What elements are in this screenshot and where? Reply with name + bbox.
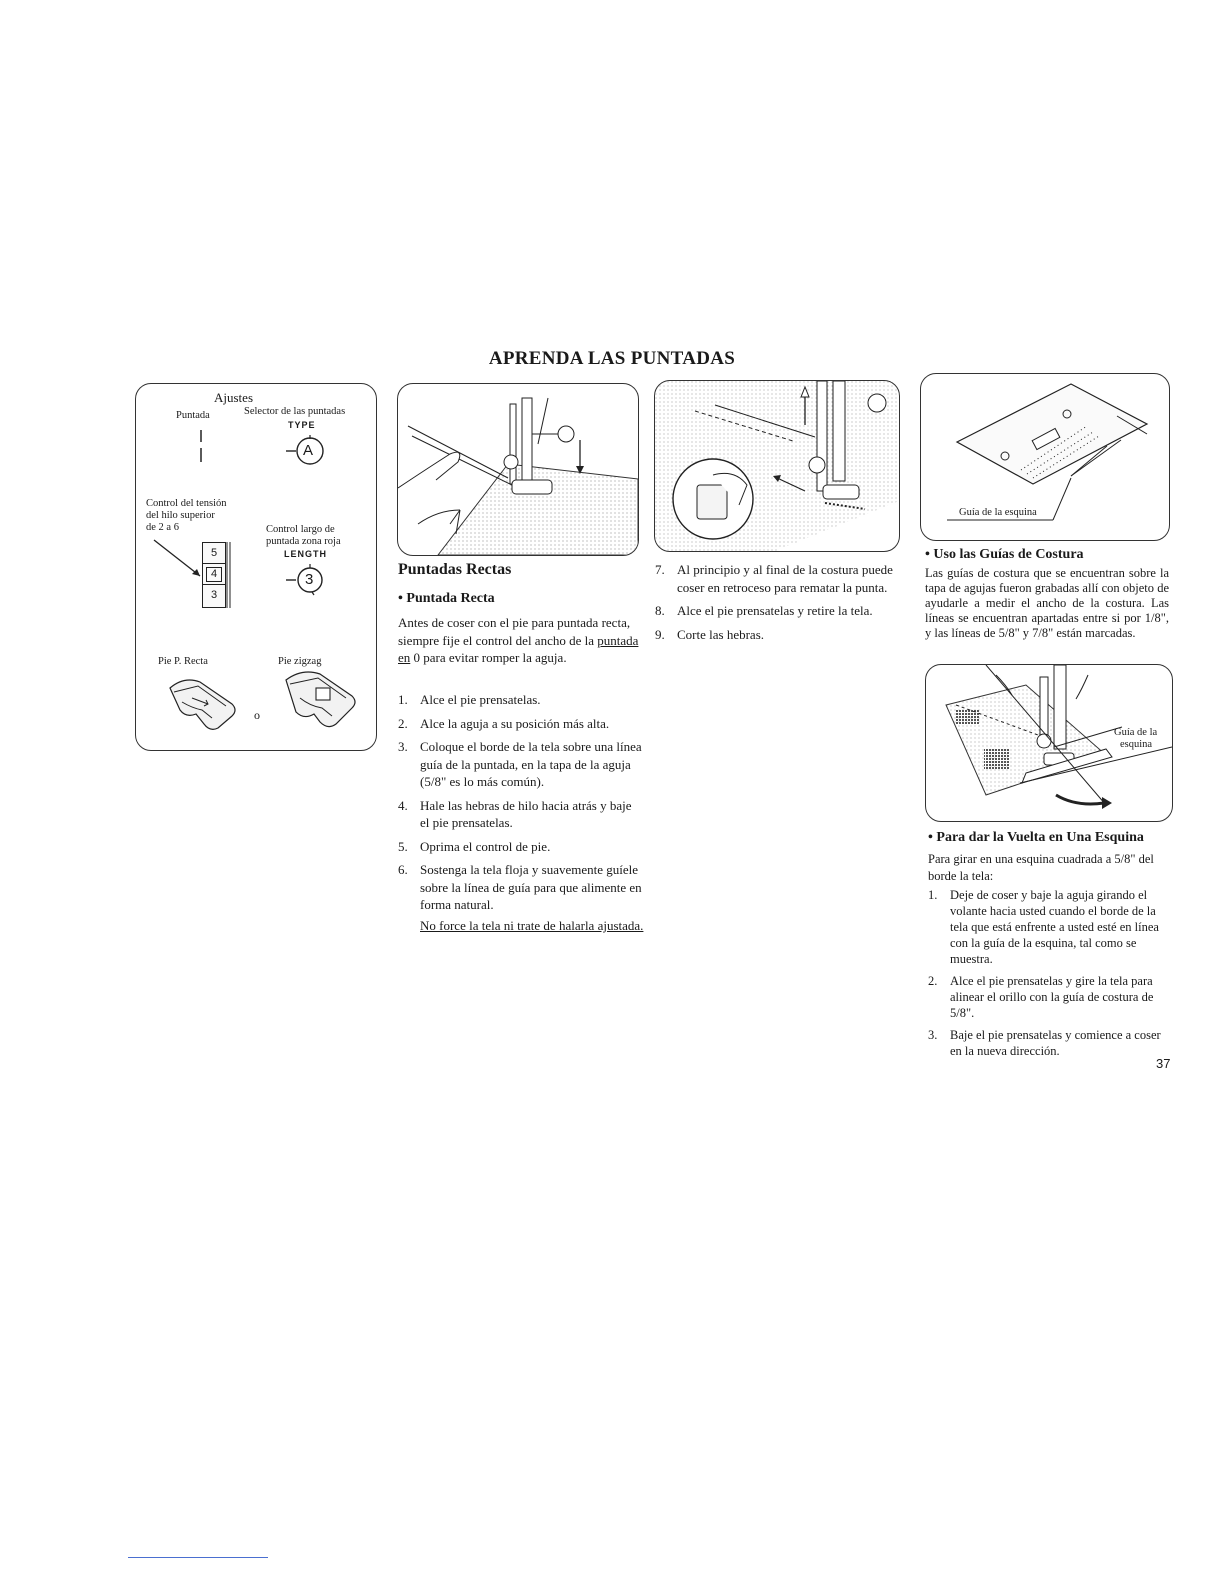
foot-zigzag-label: Pie zigzag [278, 656, 322, 667]
straight-intro-underlined: puntada en [398, 632, 639, 665]
straight-intro [398, 614, 643, 667]
tension-dial-3: 3 [210, 589, 218, 601]
figure-straight-stitch [397, 383, 639, 556]
straight-warning: No force la tela ni trate de halarla ajustada. [420, 918, 644, 933]
straight-heading: Puntadas Rectas [398, 561, 512, 578]
length-label-line1: Control largo de [266, 524, 335, 535]
tension-dial [202, 542, 226, 608]
guides-heading: Uso las Guías de Costura [933, 547, 1084, 562]
tension-label-line1: Control del tensión [146, 498, 227, 509]
tension-dial-4: 4 [203, 564, 225, 585]
bullet-icon: • [925, 547, 934, 562]
list-item: 5. Oprima el control de pie. [398, 838, 551, 854]
straight-intro-pre: Antes de coser con el pie para puntada recta, siempre fije el control del ancho de la [398, 615, 631, 648]
tension-label-line3: de 2 a 6 [146, 522, 179, 533]
figure-corner-guide [925, 664, 1173, 822]
list-item: 3. Baje el pie prensatelas y comience a coser en la nueva dirección. [928, 1028, 1161, 1058]
straight-stitch-icon [196, 428, 206, 464]
corner-heading-row [928, 828, 1144, 846]
list-item: 1. Deje de coser y baje la aguja girando el volante hacia usted cuando el borde de la tela que está enfrente a usted esté en línea con la guía de la esquina, tal como se muestra. [928, 888, 1159, 966]
guides-paragraph: Las guías de costura que se encuentran sobre la tapa de agujas fueron grabadas allí con objeto de ayudarle a medir el ancho de la costura. Las líneas se encuentran apartadas entre si por 1/8", y las líneas de 5/8" y 7/8" están marcadas. [925, 566, 1169, 640]
type-label: TYPE [288, 420, 316, 430]
bullet-icon: • [928, 830, 937, 845]
figure-needle-plate [920, 373, 1170, 541]
straight-stitch-illustration [398, 384, 638, 555]
tension-label-line2: del hilo superior [146, 510, 215, 521]
settings-panel [135, 383, 377, 751]
straight-subheading-row [398, 589, 495, 607]
settings-heading: Ajustes [214, 390, 253, 405]
list-item: 4. Hale las hebras de hilo hacia atrás y baje el pie prensatelas. [398, 797, 632, 830]
bullet-icon: • [398, 591, 407, 606]
list-item: 6. Sostenga la tela floja y suavemente guíele sobre la línea de guía para que alimente en forma natural. [398, 862, 642, 912]
corner-figure-label-line2: esquina [1120, 739, 1153, 750]
or-word: o [254, 708, 260, 722]
list-item: 2. Alce la aguja a su posición más alta. [398, 715, 610, 731]
tension-dial-edge-icon [226, 542, 232, 608]
foot-straight-label: Pie P. Recta [158, 656, 208, 667]
tension-dial-5: 5 [203, 543, 225, 564]
zigzag-foot-icon [276, 668, 366, 734]
list-item: 9. Corte las hebras. [655, 626, 765, 642]
reverse-steps [655, 561, 900, 649]
tension-pointer-icon [150, 536, 210, 582]
corner-figure-label-line1: Guía de la [1114, 727, 1158, 738]
page-title: APRENDA LAS PUNTADAS [488, 348, 736, 369]
type-dial [284, 433, 328, 467]
list-item: 1. Alce el pie prensatelas. [398, 692, 541, 707]
list-item: 2. Alce el pie prensatelas y gire la tela para alinear el orillo con la guía de costura de 5/8". [928, 974, 1154, 1020]
corner-guide-label: Guía de la esquina [959, 507, 1037, 518]
list-item: 8. Alce el pie prensatelas y retire la tela. [655, 603, 873, 618]
corner-intro: Para girar en una esquina cuadrada a 5/8" del borde la tela: [928, 852, 1154, 883]
length-label-line2: puntada zona roja [266, 536, 341, 547]
length-word: LENGTH [284, 549, 327, 559]
corner-steps [928, 887, 1174, 1065]
type-dial-value: A [303, 442, 314, 459]
straight-foot-icon [162, 674, 246, 734]
length-dial [284, 562, 328, 596]
reverse-stitch-illustration [655, 381, 899, 551]
straight-steps [398, 691, 643, 920]
straight-intro-post: 0 para evitar romper la aguja. [410, 650, 567, 665]
list-item: 3. Coloque el borde de la tela sobre una línea guía de la puntada, en la tapa de la aguja (5/8" es lo más común). [398, 739, 642, 789]
figure-reverse-stitch [654, 380, 900, 552]
selector-label: Selector de las puntadas [244, 406, 346, 417]
length-dial-value: 3 [305, 571, 314, 588]
straight-subheading: Puntada Recta [406, 591, 495, 606]
footer-divider [128, 1557, 268, 1558]
page-number: 37 [1156, 1056, 1171, 1071]
corner-heading: Para dar la Vuelta en Una Esquina [936, 830, 1144, 845]
list-item: 7. Al principio y al final de la costura puede coser en retroceso para rematar la punta. [655, 562, 893, 595]
guides-heading-row [925, 545, 1084, 563]
stitch-label: Puntada [176, 410, 210, 421]
